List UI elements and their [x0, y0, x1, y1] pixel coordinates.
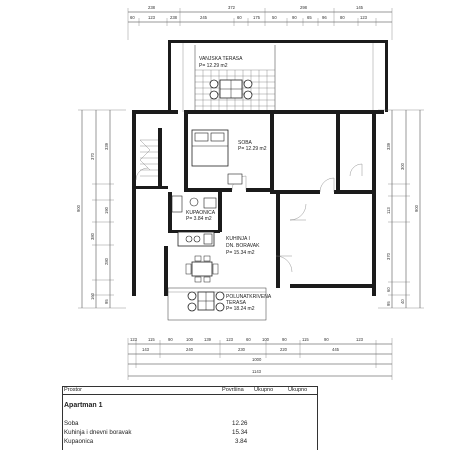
dim-bottom-7: 60	[246, 337, 251, 342]
col-prostor: Prostor	[64, 387, 83, 393]
building-walls	[132, 110, 384, 296]
row-name-1: Soba	[64, 420, 79, 427]
dim-bottom-6: 123	[226, 337, 233, 342]
dim-bottom3: 1000	[252, 357, 262, 362]
kitchen-area: P= 15.34 m2	[226, 250, 255, 256]
dim-bottom-2: 115	[148, 337, 155, 342]
dim-bottom-3: 90	[168, 337, 173, 342]
dim-bottom-12: 123	[356, 337, 363, 342]
top-dimension-lines	[128, 8, 392, 40]
terrace-area: P= 12.29 m2	[199, 63, 228, 69]
terrace-table-icon	[210, 80, 252, 99]
covered-terrace-name-2: TERASA	[226, 300, 247, 306]
area-table-header-rule	[62, 394, 318, 395]
dim-bottom2-4: 220	[280, 347, 287, 352]
area-table	[62, 386, 318, 450]
covered-terrace-area: P= 18.24 m2	[226, 306, 255, 312]
dim-bottom-9: 90	[282, 337, 287, 342]
dim-left-4: 380	[90, 233, 95, 240]
col-ukupno-2: Ukupno	[288, 387, 308, 393]
covered-terrace-name: POLUNATKRIVENA	[226, 294, 272, 300]
staircase	[136, 140, 158, 180]
section-title: Apartman 1	[64, 402, 103, 409]
soba-area: P= 12.29 m2	[238, 146, 267, 152]
dim-right-7: 95	[386, 301, 391, 306]
dim-top-9: 65	[307, 15, 312, 20]
dim-right-3: 113	[386, 207, 391, 214]
soba-name: SOBA	[238, 140, 252, 146]
dim-right-1: 339	[386, 143, 391, 150]
kitchen-name-2: DN. BORAVAK	[226, 243, 260, 249]
dim-bottom4: 1143	[252, 369, 262, 374]
col-ukupno-1: Ukupno	[254, 387, 274, 393]
dim-right-2: 300	[400, 163, 405, 170]
dim-right-5: 60	[386, 287, 391, 292]
col-povrsina: Površina	[222, 387, 244, 393]
row-value-3: 3.84	[235, 438, 248, 445]
dim-bottom-11: 90	[324, 337, 329, 342]
dim-top-4: 245	[200, 15, 207, 20]
row-value-1: 12.26	[232, 420, 248, 427]
dim-bottom-8: 100	[262, 337, 269, 342]
dim-left-6: 160	[90, 293, 95, 300]
dim-top-upper-2: 372	[228, 5, 235, 10]
dim-bottom2-3: 230	[238, 347, 245, 352]
dim-right-6: 40	[400, 299, 405, 304]
dim-left-1: 339	[104, 143, 109, 150]
dim-top-3: 238	[170, 15, 177, 20]
dim-bottom-5: 139	[204, 337, 211, 342]
dim-bottom2-1: 143	[142, 347, 149, 352]
terrace-name: VANJSKA TERASA	[199, 56, 243, 62]
kitchen-counter-icon	[178, 232, 214, 246]
kitchen-name: KUHINJA I	[226, 236, 250, 242]
dim-top-10: 96	[322, 15, 327, 20]
dim-left-2: 370	[90, 153, 95, 160]
dim-top-1: 60	[130, 15, 135, 20]
dim-left-3: 190	[104, 207, 109, 214]
dim-top-upper-4: 145	[356, 5, 363, 10]
row-value-2: 15.34	[232, 429, 248, 436]
row-name-3: Kupaonica	[64, 438, 94, 445]
dim-top-6: 175	[253, 15, 260, 20]
dim-top-5: 60	[237, 15, 242, 20]
dim-bottom2-5: 445	[332, 347, 339, 352]
dim-top-upper-3: 298	[300, 5, 307, 10]
dim-left-5: 280	[104, 258, 109, 265]
dim-bottom-1: 123	[130, 337, 137, 342]
dim-top-11: 80	[340, 15, 345, 20]
dim-bottom-4: 100	[186, 337, 193, 342]
dining-table-icon	[186, 256, 218, 282]
covered-terrace-table-icon	[188, 292, 224, 311]
dim-bottom2-2: 240	[186, 347, 193, 352]
bath-name: KUPAONICA	[186, 210, 216, 216]
dim-right-4: 370	[386, 253, 391, 260]
dim-top-2: 123	[148, 15, 155, 20]
dim-right-total: 900	[414, 205, 419, 212]
dim-left-7: 95	[104, 299, 109, 304]
row-name-2: Kuhinja i dnevni boravak	[64, 429, 132, 436]
outer-terrace-area	[168, 40, 388, 112]
dim-left-total: 900	[76, 205, 81, 212]
dim-top-7: 50	[272, 15, 277, 20]
left-dimension-lines	[78, 110, 126, 308]
dim-top-upper-1: 238	[148, 5, 155, 10]
bed-icon	[192, 130, 242, 184]
dim-top-8: 90	[292, 15, 297, 20]
dim-bottom-10: 115	[302, 337, 309, 342]
dim-top-12: 123	[360, 15, 367, 20]
bath-area: P= 3.84 m2	[186, 216, 212, 222]
